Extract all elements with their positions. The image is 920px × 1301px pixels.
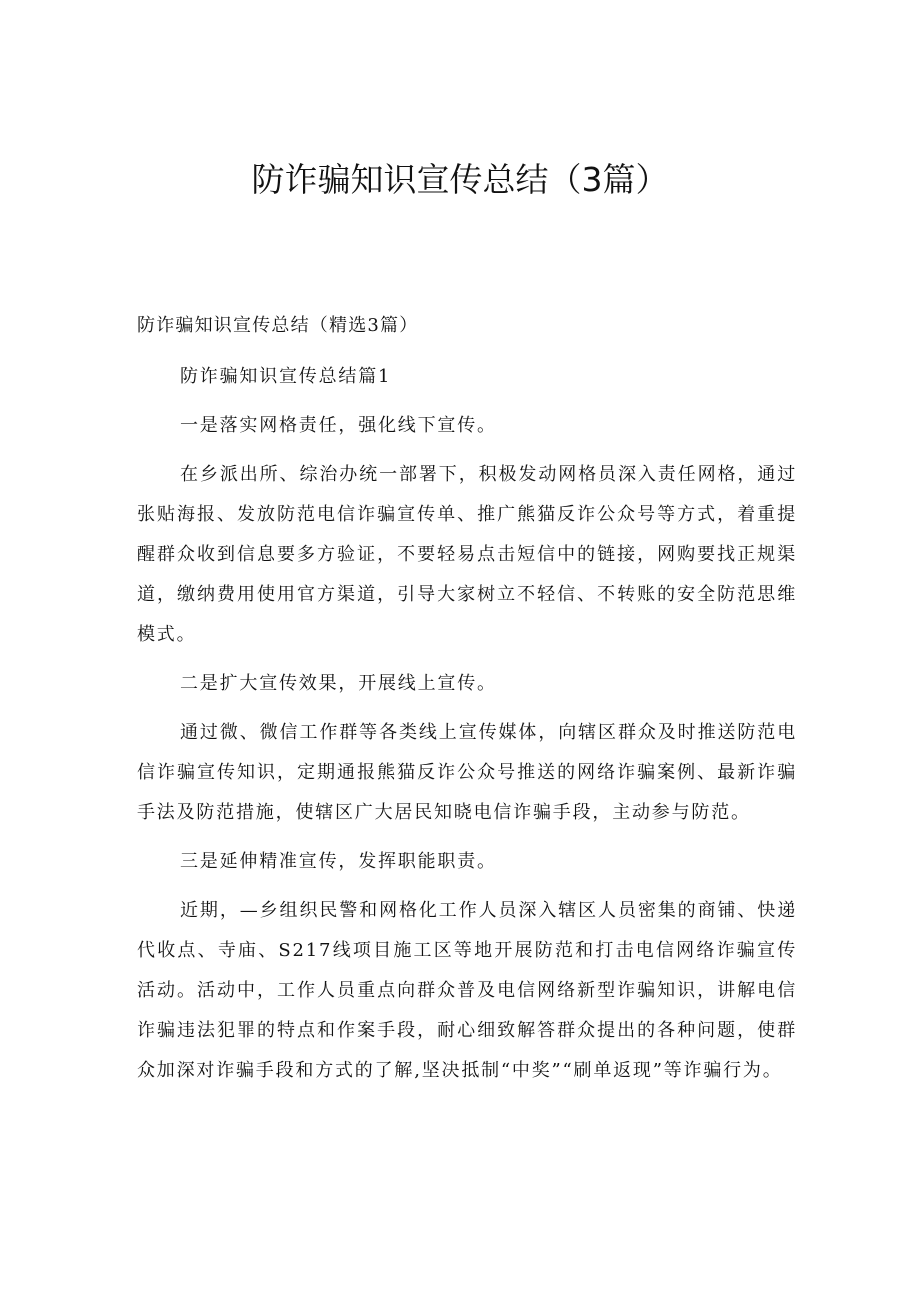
paragraph: 三是延伸精准宣传，发挥职能职责。 bbox=[180, 851, 497, 872]
paragraph: 在乡派出所、综治办统一部署下，积极发动网格员深入责任网格，通过张贴海报、发放防范电信诈骗宣传单、推广熊猫反诈公众号等方式，着重提醒群众收到信息要多方验证，不要轻易点击短信中的链接，网购要找正规渠道，缴纳费用使用官方渠道，引导大家树立不轻信、不转账的安全防范思维模式。 bbox=[137, 464, 797, 645]
paragraph: 通过微、微信工作群等各类线上宣传媒体，向辖区群众及时推送防范电信诈骗宣传知识，定期通报熊猫反诈公众号推送的网络诈骗案例、最新诈骗手法及防范措施，使辖区广大居民知晓电信诈骗手段，主动参与防范。 bbox=[137, 722, 797, 823]
document-subtitle: 防诈骗知识宣传总结（精选3篇） bbox=[137, 315, 419, 336]
paragraph: 一是落实网格责任，强化线下宣传。 bbox=[180, 415, 497, 436]
paragraph: 二是扩大宣传效果，开展线上宣传。 bbox=[180, 673, 497, 694]
section-heading: 防诈骗知识宣传总结篇1 bbox=[180, 366, 392, 387]
document-body bbox=[137, 306, 797, 1091]
document-title: 防诈骗知识宣传总结（3篇） bbox=[251, 160, 669, 199]
paragraph: 近期，—乡组织民警和网格化工作人员深入辖区人员密集的商铺、快递代收点、寺庙、S217线项目施工区等地开展防范和打击电信网络诈骗宣传活动。活动中，工作人员重点向群众普及电信网络新型诈骗知识，讲解电信诈骗违法犯罪的特点和作案手段，耐心细致解答群众提出的各种问题，使群众加深对诈骗手段和方式的了解,坚决抵制“中奖”“刷单返现”等诈骗行为。 bbox=[137, 900, 797, 1081]
